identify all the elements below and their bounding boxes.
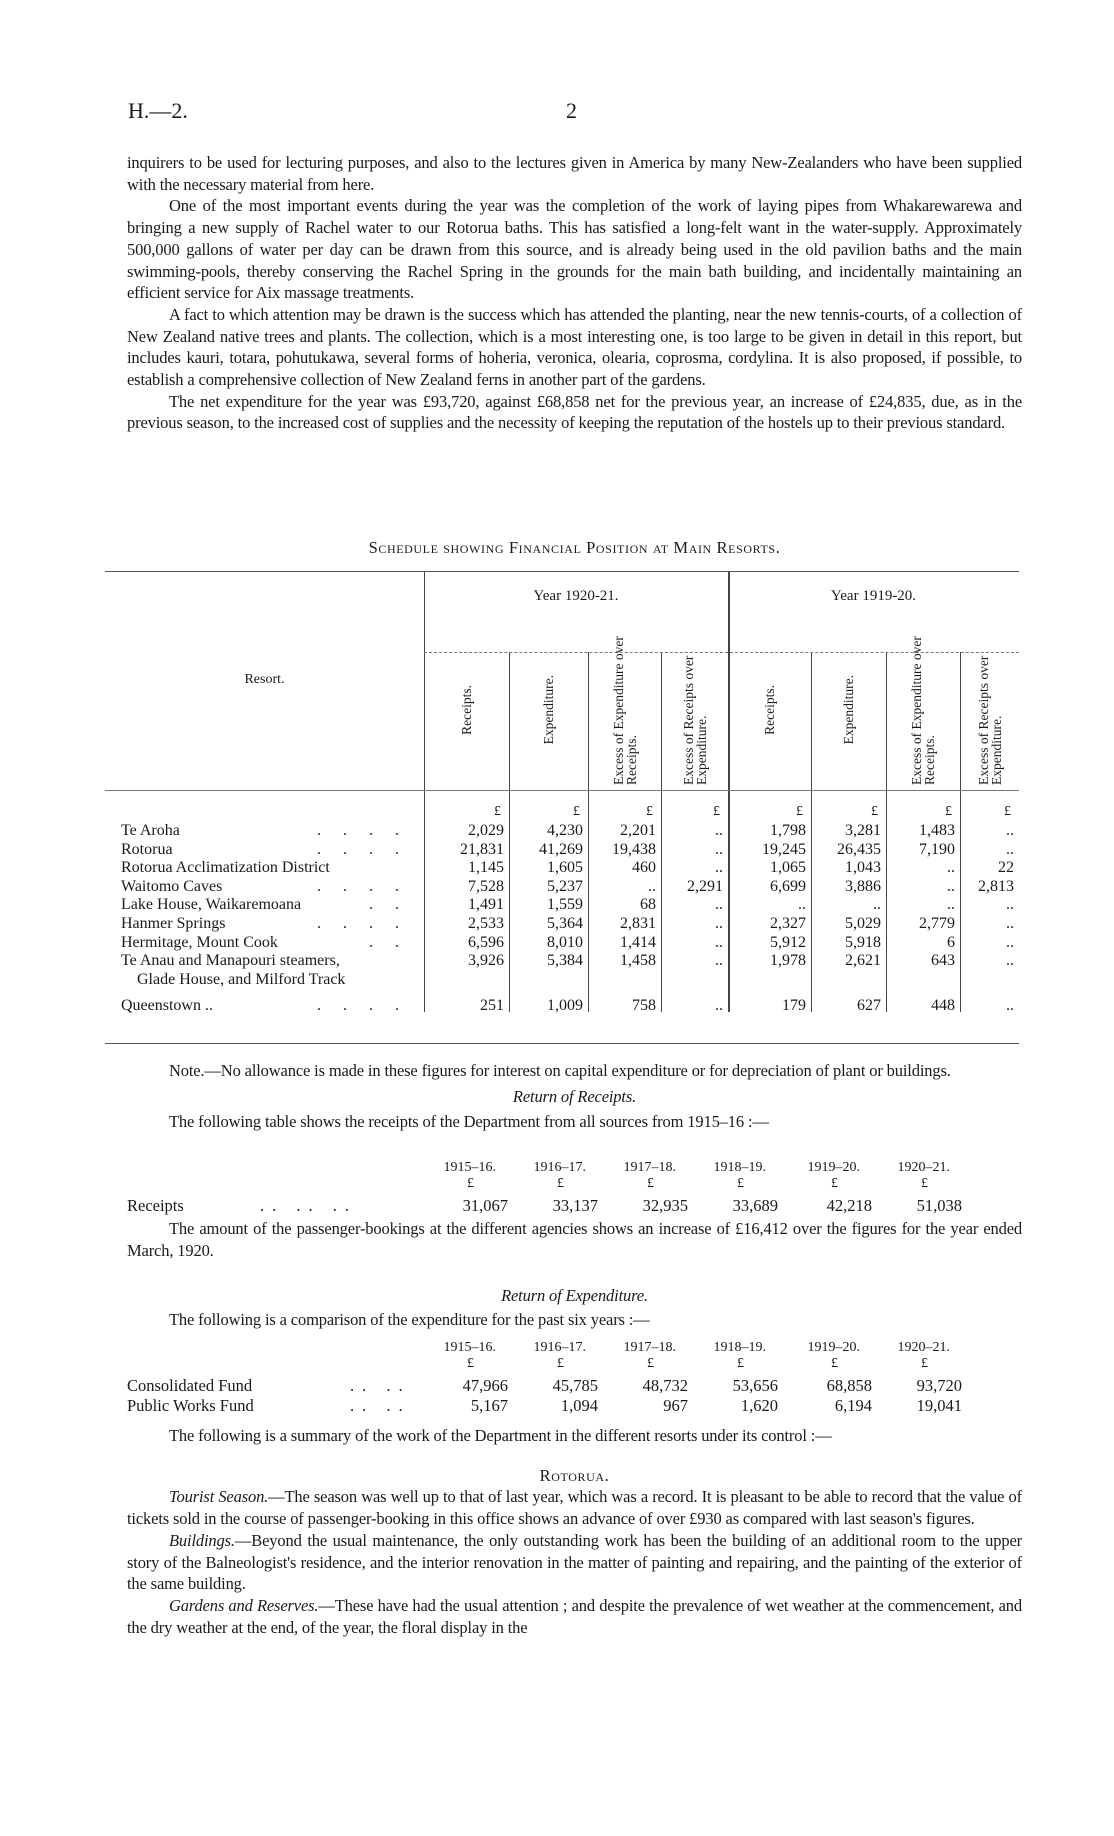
year-label: 1915–16. <box>443 1340 496 1355</box>
table-cell: .. <box>715 933 723 951</box>
table-cell: .. <box>1006 896 1014 914</box>
paragraph-text: —These have had the usual attention ; and despite the prevalence of wet weather at the commencement, and the dry weather at the end, of the year, the floral display in the <box>127 1595 1022 1637</box>
table-cell: 1,483 <box>919 822 955 839</box>
currency-symbol: £ <box>921 1356 928 1371</box>
paragraph: inquirers to be used for lecturing purposes, and also to the lectures given in America by many New-Zealanders who have been supplied with the necessary material from here. <box>127 153 1022 194</box>
table-cell: 2,201 <box>620 822 656 839</box>
table-cell: 21,831 <box>460 840 504 858</box>
table-cell: 643 <box>931 952 955 970</box>
table-cell: 2,779 <box>919 915 955 932</box>
table-cell: .. <box>1006 933 1014 951</box>
paragraph-lead: Buildings. <box>169 1530 235 1550</box>
expenditure-table <box>0 1340 1114 1420</box>
paragraph-text: —The season was well up to that of last year, which was a record. It is pleasant to be able to record that the value of tickets sold in the course of passenger-booking in this office shows an advance of over £930 as compared with last season's figures. <box>127 1487 1022 1529</box>
column-header-label: Excess of Expenditure over Receipts. <box>610 636 639 785</box>
paragraph: A fact to which attention may be drawn is the success which has attended the planting, near the new tennis-courts, of a collection of New Zealand native trees and plants. The collection, which is a most interesting one, is too large to be given in detail in this report, but includes kauri, totara, pohutukawa, several forms of hoheria, veronica, olearia, coprosma, cordylina. It is also proposed, if possible, to establish a comprehensive collection of New Zealand ferns in another part of the gardens. <box>127 304 1022 390</box>
table-cell: 5,384 <box>547 952 583 970</box>
currency-symbol: £ <box>467 1356 474 1371</box>
table-cell: 5,029 <box>845 915 881 932</box>
table-cell: 19,245 <box>762 840 806 858</box>
row-label: Consolidated Fund <box>127 1376 253 1395</box>
table-cell: 3,926 <box>468 952 504 970</box>
table-row <box>105 859 1019 877</box>
paragraph-text: —Beyond the usual maintenance, the only outstanding work has been the building of an additional room to the upper story of the Balneologist's residence, and the interior renovation in the matter of painting and repairing, and the painting of the exterior of the same building. <box>127 1530 1022 1594</box>
column-header <box>424 635 509 785</box>
paragraph: One of the most important events during the year was the completion of the work of laying pipes from Whakarewarewa and bringing a new supply of Rachel water to our Rotorua baths. This has satisfied a long-felt want in the water-supply. Approximately 500,000 gallons of water per day can be drawn from this source, and is already being used in the old pavilion baths and the main swimming-pools, thereby conserving the Rachel Spring in the grounds for the main bath building, and incidentally maintaining an efficient service for Aix massage treatments. <box>127 196 1022 303</box>
column-header-label: Receipts. <box>459 685 474 735</box>
year-label: 1915–16. <box>443 1160 496 1175</box>
year-header: Year 1919-20. <box>830 588 917 604</box>
currency-symbol: £ <box>831 1176 838 1191</box>
resort-name: Te Aroha <box>121 822 180 839</box>
expenditure-value: 1,620 <box>740 1396 778 1415</box>
paragraph <box>127 1486 1022 1529</box>
table-row <box>105 878 1019 896</box>
expenditure-title: Return of Expenditure. <box>501 1286 648 1306</box>
table-cell: 1,043 <box>845 859 881 877</box>
column-header-label: Receipts. <box>762 685 777 735</box>
resort-name: Lake House, Waikaremoana <box>121 896 302 914</box>
table-cell: 3,281 <box>845 822 881 839</box>
document-code: H.—2. <box>128 98 188 123</box>
currency-symbol: £ <box>494 804 501 819</box>
currency-symbol: £ <box>1004 804 1011 819</box>
table-cell: 5,918 <box>845 933 881 951</box>
receipt-value: 33,137 <box>552 1196 598 1215</box>
table-cell: 1,605 <box>547 859 583 877</box>
table-row <box>105 971 1019 989</box>
year-label: 1917–18. <box>623 1340 676 1355</box>
paragraph <box>127 1530 1022 1595</box>
header-divider <box>105 790 1019 791</box>
column-header <box>960 635 1019 785</box>
table-cell: .. <box>798 896 806 914</box>
table-cell: .. <box>947 877 955 895</box>
table-cell: 1,559 <box>547 896 583 914</box>
resort-name: Hanmer Springs <box>121 915 226 932</box>
table-cell: 5,912 <box>770 933 806 951</box>
column-header <box>886 635 960 785</box>
receipt-value: 51,038 <box>916 1196 962 1215</box>
column-header-label: Expenditure. <box>841 675 856 745</box>
table-row <box>105 822 1019 840</box>
table-cell: .. <box>715 952 723 970</box>
table-row <box>105 841 1019 859</box>
table-cell: 7,190 <box>919 840 955 858</box>
resort-name: Te Anau and Manapouri steamers, <box>121 952 340 970</box>
schedule-table <box>105 571 1019 1044</box>
table-cell: 6,596 <box>468 933 504 951</box>
year-label: 1918–19. <box>713 1340 766 1355</box>
year-label: 1919–20. <box>807 1160 860 1175</box>
table-cell: 26,435 <box>837 840 881 858</box>
leader-dots: .... <box>317 997 421 1015</box>
table-cell: 2,327 <box>770 915 806 932</box>
table-row <box>105 934 1019 952</box>
intro-section <box>127 152 1022 434</box>
table-row <box>105 997 1019 1015</box>
expenditure-value: 53,656 <box>732 1376 778 1395</box>
column-header <box>811 635 886 785</box>
table-cell: 41,269 <box>539 840 583 858</box>
currency-symbol: £ <box>713 804 720 819</box>
currency-symbol: £ <box>647 1176 654 1191</box>
year-label: 1920–21. <box>897 1160 950 1175</box>
table-cell: 2,029 <box>468 822 504 839</box>
expenditure-value: 19,041 <box>916 1396 962 1415</box>
table-cell: .. <box>715 896 723 914</box>
paragraph: The amount of the passenger-bookings at the different agencies shows an increase of £16,412 over the figures for the year ended March, 1920. <box>127 1219 1022 1260</box>
table-cell: .. <box>1006 952 1014 970</box>
year-label: 1916–17. <box>533 1340 586 1355</box>
leader-dots: .. .. .. <box>260 1196 357 1215</box>
currency-symbol: £ <box>557 1176 564 1191</box>
table-cell: 1,145 <box>468 859 504 877</box>
table-cell: 1,491 <box>468 896 504 914</box>
table-cell: 627 <box>857 997 881 1015</box>
currency-symbol: £ <box>737 1356 744 1371</box>
table-cell: .. <box>1006 840 1014 858</box>
currency-symbol: £ <box>573 804 580 819</box>
resort-name: Hermitage, Mount Cook <box>121 933 278 951</box>
year-label: 1919–20. <box>807 1340 860 1355</box>
table-cell: 19,438 <box>612 840 656 858</box>
table-cell: 2,533 <box>468 915 504 932</box>
table-cell: 8,010 <box>547 933 583 951</box>
lower-section <box>127 1060 1022 1133</box>
table-row <box>105 915 1019 933</box>
leader-dots: .. <box>369 933 421 951</box>
paragraph-lead: Gardens and Reserves. <box>169 1595 319 1615</box>
table-cell: 6 <box>947 933 955 951</box>
row-label: Public Works Fund <box>127 1396 254 1415</box>
table-cell: .. <box>947 859 955 877</box>
receipt-value: 31,067 <box>462 1196 508 1215</box>
row-label: Receipts <box>127 1196 184 1215</box>
paragraph <box>127 1595 1022 1638</box>
expenditure-value: 93,720 <box>916 1376 962 1395</box>
table-cell: 3,886 <box>845 877 881 895</box>
receipts-title: Return of Receipts. <box>512 1086 637 1106</box>
table-cell: 1,414 <box>620 933 656 951</box>
column-header-label: Expenditure. <box>541 675 556 745</box>
leader-dots: .... <box>317 877 421 895</box>
expenditure-intro: The following is a comparison of the expenditure for the past six years :— <box>169 1310 650 1330</box>
expenditure-value: 45,785 <box>552 1376 598 1395</box>
currency-symbol: £ <box>737 1176 744 1191</box>
table-row <box>105 896 1019 914</box>
rotorua-heading: Rotorua. <box>539 1465 610 1485</box>
table-cell: 2,291 <box>687 877 723 895</box>
column-header <box>588 635 661 785</box>
expenditure-value: 48,732 <box>642 1376 688 1395</box>
table-cell: 1,798 <box>770 822 806 839</box>
table-cell: 1,458 <box>620 952 656 970</box>
table-cell: 758 <box>632 997 656 1015</box>
table-cell: 460 <box>632 859 656 877</box>
resort-name: Rotorua <box>121 840 173 858</box>
table-cell: 6,699 <box>770 877 806 895</box>
table-cell: 2,621 <box>845 952 881 970</box>
currency-symbol: £ <box>921 1176 928 1191</box>
currency-symbol: £ <box>871 804 878 819</box>
resort-header: Resort. <box>244 672 285 687</box>
table-cell: 448 <box>931 997 955 1015</box>
table-cell: .. <box>947 896 955 914</box>
table-cell: 179 <box>782 997 806 1015</box>
summary-section <box>127 1425 1022 1638</box>
currency-symbol: £ <box>831 1356 838 1371</box>
table-cell: .. <box>648 877 656 895</box>
table-row <box>105 952 1019 970</box>
currency-symbol: £ <box>557 1356 564 1371</box>
leader-dots: .... <box>317 915 421 932</box>
table-cell: 7,528 <box>468 877 504 895</box>
currency-symbol: £ <box>646 804 653 819</box>
column-header-label: Excess of Receipts over Expenditure. <box>680 655 709 785</box>
table-cell: 1,065 <box>770 859 806 877</box>
expenditure-value: 68,858 <box>826 1376 872 1395</box>
column-header <box>661 635 728 785</box>
year-label: 1917–18. <box>623 1160 676 1175</box>
leader-dots: .... <box>317 840 421 858</box>
table-cell: 5,237 <box>547 877 583 895</box>
currency-symbol: £ <box>796 804 803 819</box>
column-header-label: Excess of Receipts over Expenditure. <box>975 655 1004 785</box>
leader-dots: .... <box>317 822 421 839</box>
table-cell: .. <box>1006 915 1014 932</box>
table-cell: 4,230 <box>547 822 583 839</box>
table-cell: 1,978 <box>770 952 806 970</box>
receipt-value: 32,935 <box>642 1196 688 1215</box>
table-cell: 22 <box>998 859 1014 877</box>
table-cell: .. <box>715 915 723 932</box>
receipt-value: 33,689 <box>732 1196 778 1215</box>
resort-name: Glade House, and Milford Track <box>137 970 346 988</box>
table-cell: .. <box>715 840 723 858</box>
schedule-title: Schedule showing Financial Position at Main Resorts. <box>368 538 781 557</box>
paragraph: The net expenditure for the year was £93,720, against £68,858 net for the previous year, an increase of £24,835, due, as in the previous season, to the increased cost of supplies and the necessity of keeping the reputation of the hostels up to their previous standard. <box>127 391 1022 433</box>
expenditure-value: 47,966 <box>462 1376 508 1395</box>
table-cell: .. <box>1006 997 1014 1015</box>
currency-symbol: £ <box>467 1176 474 1191</box>
leader-dots: .. .. <box>350 1376 411 1395</box>
table-cell: 2,813 <box>978 877 1014 895</box>
rotorua-paragraphs <box>127 1486 1022 1638</box>
paragraph: The following is a summary of the work of the Department in the different resorts under its control :— <box>169 1426 832 1445</box>
table-cell: 5,364 <box>547 915 583 932</box>
expenditure-value: 1,094 <box>560 1396 598 1415</box>
resort-name: Queenstown .. <box>121 997 213 1015</box>
receipt-value: 42,218 <box>826 1196 872 1215</box>
leader-dots: .. .. <box>350 1396 411 1415</box>
resort-name: Waitomo Caves <box>121 877 223 895</box>
note: Note.—No allowance is made in these figures for interest on capital expenditure or for depreciation of plant or buildings. <box>169 1061 951 1080</box>
year-label: 1916–17. <box>533 1160 586 1175</box>
expenditure-value: 967 <box>663 1396 688 1415</box>
table-cell: 68 <box>640 896 656 914</box>
column-header <box>509 635 588 785</box>
table-cell: 251 <box>480 997 504 1015</box>
table-cell: 1,009 <box>547 997 583 1015</box>
resort-name: Rotorua Acclimatization District <box>121 859 330 877</box>
receipts-table <box>0 1160 1114 1220</box>
leader-dots: .. <box>369 896 421 914</box>
paragraph-lead: Tourist Season. <box>169 1487 269 1507</box>
table-cell: .. <box>715 822 723 839</box>
expenditure-value: 6,194 <box>834 1396 872 1415</box>
page-number: 2 <box>566 98 577 123</box>
receipts-after <box>127 1218 1022 1331</box>
table-cell: .. <box>715 859 723 877</box>
table-cell: 2,831 <box>620 915 656 932</box>
year-label: 1920–21. <box>897 1340 950 1355</box>
year-label: 1918–19. <box>713 1160 766 1175</box>
column-header <box>728 635 811 785</box>
column-header-label: Excess of Expenditure over Receipts. <box>909 636 937 785</box>
currency-symbol: £ <box>647 1356 654 1371</box>
expenditure-value: 5,167 <box>470 1396 508 1415</box>
receipts-intro: The following table shows the receipts of the Department from all sources from 1915–16 :— <box>169 1112 769 1132</box>
currency-symbol: £ <box>945 804 952 819</box>
year-header: Year 1920-21. <box>533 588 619 604</box>
table-cell: .. <box>1006 822 1014 839</box>
table-cell: .. <box>873 896 881 914</box>
table-cell: .. <box>715 997 723 1015</box>
